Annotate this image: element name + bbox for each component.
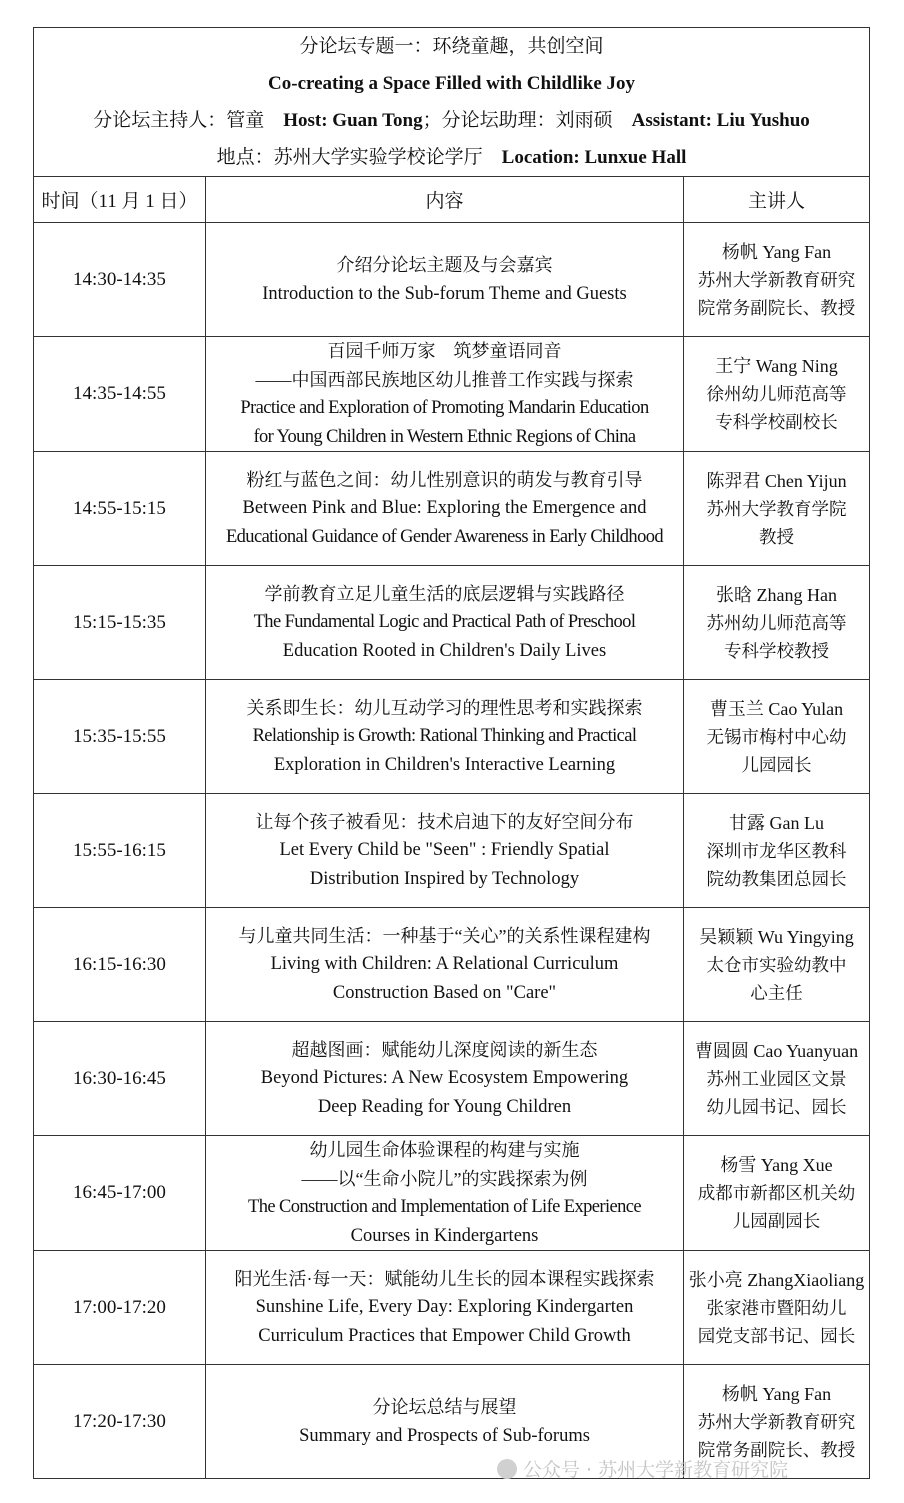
speaker-name: 杨帆 Yang Fan	[721, 241, 832, 262]
speaker-title-line: 苏州大学新教育研究	[697, 269, 856, 290]
host-line	[38, 102, 865, 139]
speaker-title-line: 苏州工业园区文景	[706, 1068, 847, 1089]
content-en-line: Let Every Child be "Seen" : Friendly Spatial	[279, 840, 610, 861]
content-cell	[206, 223, 684, 337]
content-en-line: The Fundamental Logic and Practical Path of Preschool	[253, 612, 636, 633]
time-cell: 14:55-15:15	[34, 452, 206, 566]
host-cn: 分论坛主持人：管童	[93, 110, 265, 131]
content-cell	[206, 794, 684, 908]
speaker-title-line: 儿园园长	[741, 754, 812, 775]
speaker-name: 甘露 Gan Lu	[729, 812, 824, 833]
speaker-title-line: 院常务副院长、教授	[697, 1439, 856, 1460]
table-row	[34, 337, 870, 452]
speaker-title-line: 心主任	[750, 982, 803, 1003]
speaker-title-line: 无锡市梅村中心幼	[706, 726, 847, 747]
column-header-row	[34, 177, 870, 223]
time-cell: 15:35-15:55	[34, 680, 206, 794]
table-row	[34, 1136, 870, 1251]
forum-title-en: Co-creating a Space Filled with Childlike Joy	[268, 73, 635, 94]
speaker-cell	[684, 794, 870, 908]
content-cn-line: 超越图画：赋能幼儿深度阅读的新生态	[291, 1039, 598, 1060]
content-cn-line: 让每个孩子被看见：技术启迪下的友好空间分布	[255, 811, 634, 832]
speaker-name: 曹圆圆 Cao Yuanyuan	[694, 1040, 859, 1061]
wechat-icon	[497, 1459, 517, 1479]
content-en-line: Relationship is Growth: Rational Thinking and Practical	[252, 726, 637, 747]
speaker-title-line: 专科学校教授	[724, 640, 829, 661]
content-en-line: Construction Based on "Care"	[332, 982, 557, 1003]
content-cn-line: ——中国西部民族地区幼儿推普工作实践与探索	[255, 369, 634, 390]
speaker-title-line: 成都市新都区机关幼	[697, 1183, 856, 1203]
content-en-line: Courses in Kindergartens	[350, 1225, 539, 1246]
speaker-name: 杨帆 Yang Fan	[721, 1383, 832, 1404]
assistant-cn: ；分论坛助理：刘雨硕	[422, 110, 613, 131]
content-cn-line: 分论坛总结与展望	[372, 1397, 517, 1417]
speaker-title-line: 幼儿园书记、园长	[706, 1096, 847, 1117]
speaker-cell	[684, 566, 870, 680]
watermark-text: 公众号 · 苏州大学新教育研究院	[523, 1459, 789, 1481]
speaker-cell	[684, 452, 870, 566]
speaker-title-line: 儿园副园长	[732, 1211, 821, 1231]
speaker-title-line: 院幼教集团总园长	[706, 868, 847, 889]
content-en-line: Practice and Exploration of Promoting Mandarin Education	[240, 398, 649, 418]
speaker-title-line: 苏州大学新教育研究	[697, 1411, 856, 1432]
schedule-rows	[34, 223, 870, 1479]
content-en-line: for Young Children in Western Ethnic Regions of China	[253, 426, 636, 447]
speaker-title-line: 苏州幼儿师范高等	[706, 612, 847, 633]
time-cell: 16:15-16:30	[34, 908, 206, 1022]
location-cn: 地点：苏州大学实验学校论学厅	[216, 147, 483, 168]
forum-header	[34, 28, 870, 177]
table-row	[34, 1022, 870, 1136]
table-row	[34, 680, 870, 794]
schedule-table	[33, 27, 870, 1479]
table-row	[34, 908, 870, 1022]
content-cn-line: ——以“生命小院儿”的实践探索为例	[301, 1168, 588, 1189]
content-cn-line: 介绍分论坛主题及与会嘉宾	[336, 255, 553, 275]
speaker-cell	[684, 1022, 870, 1136]
content-cell	[206, 337, 684, 452]
column-header-speaker: 主讲人	[684, 177, 870, 223]
speaker-name: 陈羿君 Chen Yijun	[706, 470, 847, 491]
content-en-line: Exploration in Children's Interactive Learning	[273, 754, 616, 775]
content-en-line: Deep Reading for Young Children	[317, 1096, 572, 1117]
content-cell	[206, 1251, 684, 1365]
speaker-cell	[684, 1136, 870, 1251]
time-cell: 17:20-17:30	[34, 1365, 206, 1479]
content-cell	[206, 908, 684, 1022]
content-cn-line: 阳光生活·每一天：赋能幼儿生长的园本课程实践探索	[234, 1268, 655, 1289]
content-cn-line: 关系即生长：幼儿互动学习的理性思考和实践探索	[246, 697, 643, 718]
speaker-title-line: 深圳市龙华区教科	[706, 840, 847, 861]
content-cn-line: 幼儿园生命体验课程的构建与实施	[309, 1140, 580, 1160]
speaker-cell	[684, 1251, 870, 1365]
table-row	[34, 223, 870, 337]
speaker-name: 张小亮 ZhangXiaoliang	[688, 1269, 865, 1290]
content-en-line: Sunshine Life, Every Day: Exploring Kindergarten	[255, 1297, 634, 1318]
time-cell: 15:55-16:15	[34, 794, 206, 908]
column-header-content: 内容	[206, 177, 684, 223]
time-cell: 15:15-15:35	[34, 566, 206, 680]
content-cell	[206, 1022, 684, 1136]
content-cn-line: 与儿童共同生活：一种基于“关心”的关系性课程建构	[238, 925, 651, 946]
speaker-cell	[684, 908, 870, 1022]
speaker-name: 杨雪 Yang Xue	[720, 1155, 833, 1175]
time-cell: 16:45-17:00	[34, 1136, 206, 1251]
speaker-title-line: 园党支部书记、园长	[697, 1325, 856, 1346]
content-en-line: Introduction to the Sub-forum Theme and Guests	[262, 283, 627, 304]
speaker-title-line: 徐州幼儿师范高等	[706, 384, 847, 404]
speaker-title-line: 太仓市实验幼教中	[706, 954, 847, 975]
content-en-line: Curriculum Practices that Empower Child Growth	[258, 1325, 631, 1346]
time-cell: 16:30-16:45	[34, 1022, 206, 1136]
table-row	[34, 452, 870, 566]
forum-title-cn: 分论坛专题一：环绕童趣，共创空间	[299, 36, 604, 57]
location-en: Location: Lunxue Hall	[501, 147, 687, 168]
content-cn-line: 学前教育立足儿童生活的底层逻辑与实践路径	[264, 583, 625, 604]
content-en-line: Beyond Pictures: A New Ecosystem Empowering	[260, 1068, 629, 1089]
host-en: Host: Guan Tong	[283, 110, 423, 131]
table-row	[34, 794, 870, 908]
table-row	[34, 1251, 870, 1365]
content-cell	[206, 566, 684, 680]
content-en-line: Education Rooted in Children's Daily Lives	[282, 640, 607, 661]
time-cell: 14:35-14:55	[34, 337, 206, 452]
speaker-cell	[684, 680, 870, 794]
content-cell	[206, 1136, 684, 1251]
speaker-name: 张晗 Zhang Han	[716, 584, 837, 605]
content-en-line: Living with Children: A Relational Curriculum	[270, 954, 619, 975]
speaker-name: 曹玉兰 Cao Yulan	[709, 698, 844, 719]
speaker-title-line: 专科学校副校长	[715, 412, 838, 432]
watermark	[497, 1455, 788, 1482]
speaker-title-line: 苏州大学教育学院	[706, 498, 847, 519]
content-cn-line: 粉红与蓝色之间：幼儿性别意识的萌发与教育引导	[246, 469, 643, 490]
speaker-name: 吴颖颖 Wu Yingying	[699, 926, 854, 947]
column-header-time: 时间（11 月 1 日）	[34, 177, 206, 223]
assistant-en: Assistant: Liu Yushuo	[631, 110, 810, 131]
speaker-cell	[684, 223, 870, 337]
speaker-title-line: 院常务副院长、教授	[697, 297, 856, 318]
content-en-line: Distribution Inspired by Technology	[309, 868, 580, 889]
speaker-cell	[684, 337, 870, 452]
location-line	[38, 139, 865, 176]
content-en-line: Summary and Prospects of Sub-forums	[299, 1425, 590, 1446]
table-row	[34, 566, 870, 680]
speaker-name: 王宁 Wang Ning	[715, 356, 838, 376]
speaker-title-line: 教授	[759, 526, 794, 547]
forum-header-row	[34, 28, 870, 177]
time-cell: 14:30-14:35	[34, 223, 206, 337]
content-en-line: Educational Guidance of Gender Awareness in Early Childhood	[225, 526, 664, 547]
content-en-line: Between Pink and Blue: Exploring the Emergence and	[242, 498, 647, 519]
time-cell: 17:00-17:20	[34, 1251, 206, 1365]
speaker-title-line: 张家港市暨阳幼儿	[706, 1297, 847, 1318]
content-cn-line: 百园千师万家 筑梦童语同音	[327, 341, 562, 361]
content-cell	[206, 452, 684, 566]
content-en-line: The Construction and Implementation of Life Experience	[248, 1197, 641, 1217]
content-cell	[206, 680, 684, 794]
